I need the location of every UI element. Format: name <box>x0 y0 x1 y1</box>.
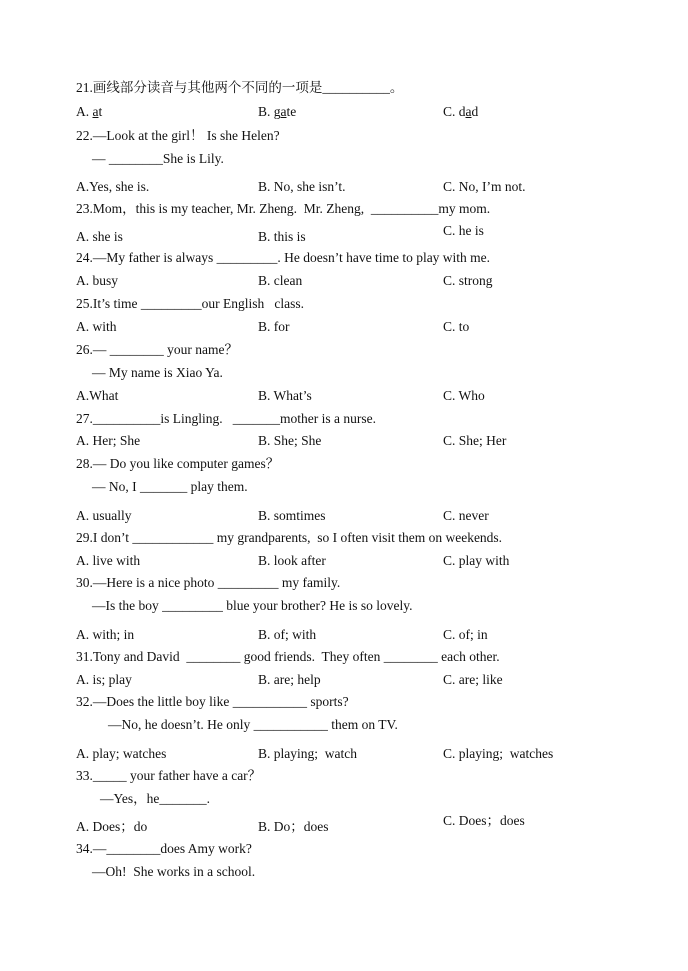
q22-option-b[interactable]: B. No, she isn’t. <box>258 179 346 194</box>
q21-a-prefix: A. <box>76 104 93 119</box>
q33-stem: 33._____ your father have a car？ <box>76 768 262 783</box>
q26-option-a[interactable]: A.What <box>76 388 119 403</box>
q21-b-prefix: B. g <box>258 104 281 119</box>
q34-line2: —Oh! She works in a school. <box>92 864 256 879</box>
q22-option-c[interactable]: C. No, I’m not. <box>443 179 526 194</box>
q27-option-a[interactable]: A. Her; She <box>76 433 141 448</box>
q21-option-a[interactable] <box>76 104 102 120</box>
q29-stem: 29.I don’t ____________ my grandparents, so I often visit them on weekends. <box>76 530 503 545</box>
q25-option-a[interactable]: A. with <box>76 319 117 334</box>
q21-b-suffix: te <box>286 104 297 119</box>
q21-stem: 21.画线部分读音与其他两个不同的一项是__________。 <box>76 80 404 95</box>
q21-b-underlined: a <box>280 104 287 119</box>
q29-option-b[interactable]: B. look after <box>258 553 326 568</box>
q26-line2: — My name is Xiao Ya. <box>92 365 223 380</box>
q27-stem: 27.__________is Lingling. _______mother is a nurse. <box>76 411 376 426</box>
q26-option-b[interactable]: B. What’s <box>258 388 312 403</box>
q27-option-b[interactable]: B. She; She <box>258 433 322 448</box>
q22-line2: — ________She is Lily. <box>92 151 224 166</box>
q26-option-c[interactable]: C. Who <box>443 388 485 403</box>
q25-option-b[interactable]: B. for <box>258 319 290 334</box>
q33-option-b[interactable]: B. Do；does <box>258 819 329 834</box>
q31-stem: 31.Tony and David ________ good friends. They often ________ each other. <box>76 649 500 664</box>
q30-option-a[interactable]: A. with; in <box>76 627 135 642</box>
q30-line2: —Is the boy _________ blue your brother? He is so lovely. <box>92 598 413 613</box>
q30-option-b[interactable]: B. of; with <box>258 627 317 642</box>
q32-option-b[interactable]: B. playing; watch <box>258 746 357 761</box>
q24-option-a[interactable]: A. busy <box>76 273 119 288</box>
q27-option-c[interactable]: C. She; Her <box>443 433 507 448</box>
q28-option-c[interactable]: C. never <box>443 508 489 523</box>
q21-a-underlined: a <box>92 104 99 119</box>
q28-line2: — No, I _______ play them. <box>92 479 248 494</box>
q23-stem: 23.Mom，this is my teacher, Mr. Zheng. Mr. Zheng, __________my mom. <box>76 201 491 216</box>
q30-option-c[interactable]: C. of; in <box>443 627 488 642</box>
q22-option-a[interactable]: A.Yes, she is. <box>76 179 150 194</box>
q28-stem: 28.— Do you like computer games？ <box>76 456 280 471</box>
q31-option-c[interactable]: C. are; like <box>443 672 503 687</box>
q32-option-a[interactable]: A. play; watches <box>76 746 167 761</box>
q28-option-a[interactable]: A. usually <box>76 508 132 523</box>
q31-option-b[interactable]: B. are; help <box>258 672 321 687</box>
q21-option-c[interactable] <box>443 104 478 120</box>
q33-line2: —Yes，he_______. <box>100 791 211 806</box>
q26-stem: 26.— ________ your name？ <box>76 342 238 357</box>
q32-option-c[interactable]: C. playing; watches <box>443 746 554 761</box>
q21-c-prefix: C. d <box>443 104 466 119</box>
q28-option-b[interactable]: B. somtimes <box>258 508 326 523</box>
q23-option-a[interactable]: A. she is <box>76 229 123 244</box>
q21-c-suffix: d <box>471 104 479 119</box>
q31-option-a[interactable]: A. is; play <box>76 672 132 687</box>
q24-option-c[interactable]: C. strong <box>443 273 493 288</box>
q23-option-c[interactable]: C. he is <box>443 223 484 238</box>
q34-stem: 34.—________does Amy work? <box>76 841 252 856</box>
q32-stem: 32.—Does the little boy like ___________ sports? <box>76 694 349 709</box>
q22-stem: 22.—Look at the girl！ Is she Helen? <box>76 128 280 143</box>
q21-a-suffix: t <box>98 104 103 119</box>
q23-option-b[interactable]: B. this is <box>258 229 306 244</box>
q33-option-c[interactable]: C. Does；does <box>443 813 525 828</box>
q21-c-underlined: a <box>465 104 472 119</box>
q33-option-a[interactable]: A. Does；do <box>76 819 148 834</box>
q30-stem: 30.—Here is a nice photo _________ my family. <box>76 575 341 590</box>
q32-line2: —No, he doesn’t. He only ___________ them on TV. <box>108 717 398 732</box>
q29-option-a[interactable]: A. live with <box>76 553 141 568</box>
q24-stem: 24.—My father is always _________. He doesn’t have time to play with me. <box>76 250 491 265</box>
q21-option-b[interactable] <box>258 104 296 120</box>
q24-option-b[interactable]: B. clean <box>258 273 303 288</box>
q25-stem: 25.It’s time _________our English class. <box>76 296 304 311</box>
q25-option-c[interactable]: C. to <box>443 319 470 334</box>
q29-option-c[interactable]: C. play with <box>443 553 510 568</box>
